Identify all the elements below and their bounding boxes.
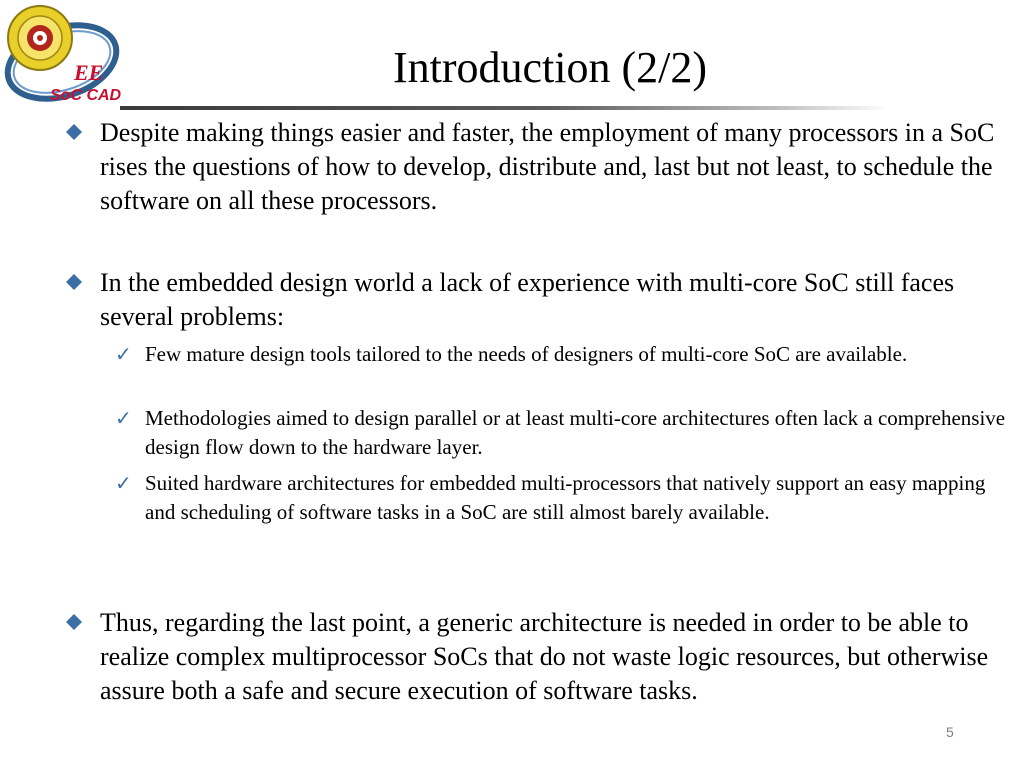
slide-title: Introduction (2/2) xyxy=(392,43,708,92)
diamond-icon xyxy=(66,274,82,290)
diamond-icon xyxy=(66,614,82,630)
checkmark-icon: ✓ xyxy=(115,406,132,430)
bullet-item xyxy=(100,606,1015,708)
sub-bullet-text: Methodologies aimed to design parallel or at least multi-core architectures often lack a comprehensive design flow down to the hardware layer. xyxy=(145,406,1006,459)
bullet-text: Despite making things easier and faster, the employment of many processors in a SoC rises the questions of how to develop, distribute and, last but not least, to schedule the software on all these processors. xyxy=(100,118,995,215)
bullet-item xyxy=(100,116,1015,218)
logo-soc-cad-text: SoC CAD xyxy=(50,87,122,104)
logo-ee-text: EE xyxy=(74,60,104,85)
sub-bullet-item xyxy=(115,404,1017,462)
checkmark-icon: ✓ xyxy=(115,471,132,495)
checkmark-icon: ✓ xyxy=(115,342,132,366)
bullet-text: In the embedded design world a lack of experience with multi-core SoC still faces several problems: xyxy=(100,268,955,331)
sub-bullet-text: Suited hardware architectures for embedded multi-processors that natively support an easy mapping and scheduling of software tasks in a SoC are still almost barely available. xyxy=(145,471,986,524)
sub-bullet-item xyxy=(115,469,1017,527)
page-number: 5 xyxy=(946,724,954,740)
bullet-item xyxy=(100,266,1015,334)
sub-bullet-item xyxy=(115,340,1017,369)
bullet-text: Thus, regarding the last point, a generic architecture is needed in order to be able to realize complex multiprocessor SoCs that do not waste logic resources, but otherwise assure both a safe and secure execution of software tasks. xyxy=(100,608,989,705)
diamond-icon xyxy=(66,124,82,140)
sub-bullet-text: Few mature design tools tailored to the needs of designers of multi-core SoC are available. xyxy=(145,342,908,366)
